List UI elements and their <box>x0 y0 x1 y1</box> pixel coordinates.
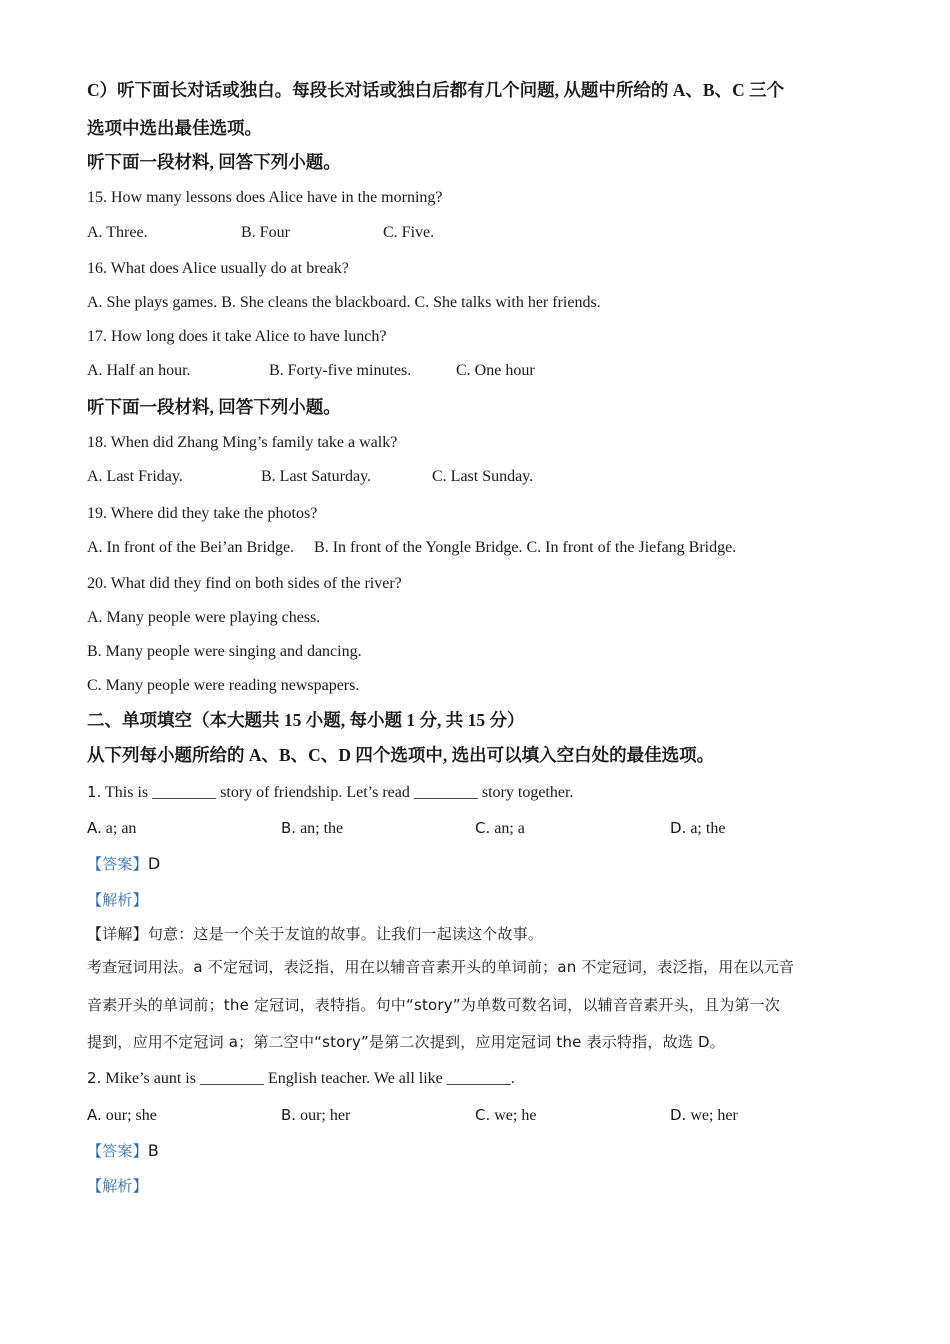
question-1-option-c-text: an; a <box>494 820 525 837</box>
question-1-analysis-label: 【解析】 <box>87 891 148 909</box>
question-15: 15. How many lessons does Alice have in the morning? <box>87 189 443 206</box>
section-c-instruction-line2: 选项中选出最佳选项。 <box>87 118 262 138</box>
question-2-option-b-letter: B. <box>281 1106 297 1124</box>
question-15-option-b: B. Four <box>241 224 290 241</box>
question-1-option-b-letter: B. <box>281 819 297 837</box>
question-18: 18. When did Zhang Ming’s family take a walk? <box>87 434 398 451</box>
detail-text: 句意：这是一个关于友谊的故事。让我们一起读这个故事。 <box>147 925 544 943</box>
question-2-option-a-text: our; she <box>105 1107 157 1124</box>
question-2 <box>87 1068 515 1089</box>
question-1-option-d-text: a; the <box>690 820 726 837</box>
question-1-text: This is ________ story of friendship. Let’s read ________ story together. <box>105 784 574 801</box>
question-1-option-b-text: an; the <box>300 820 344 837</box>
section-c-instruction-line1: C）听下面长对话或独白。每段长对话或独白后都有几个问题, 从题中所给的 A、B、C 三个 <box>87 80 785 100</box>
question-19-options: A. In front of the Bei’an Bridge. B. In front of the Yongle Bridge. C. In front of the Jiefang Bridge. <box>87 539 737 556</box>
question-1-option-d-letter: D. <box>670 819 687 837</box>
question-1-explanation-line2: 音素开头的单词前；the 定冠词，表特指。句中“story”为单数可数名词，以辅音音素开头，且为第一次 <box>87 996 781 1014</box>
question-15-option-c: C. Five. <box>383 224 435 241</box>
answer-value: D <box>147 854 161 873</box>
question-20-option-b: B. Many people were singing and dancing. <box>87 643 362 660</box>
question-20-option-c: C. Many people were reading newspapers. <box>87 677 360 694</box>
question-2-option-a-letter: A. <box>87 1106 102 1124</box>
question-17-option-a: A. Half an hour. <box>87 362 191 379</box>
section-2-instruction: 从下列每小题所给的 A、B、C、D 四个选项中, 选出可以填入空白处的最佳选项。 <box>87 745 715 765</box>
passage-b-header: 听下面一段材料, 回答下列小题。 <box>87 397 341 417</box>
question-1-explanation-line1: 考查冠词用法。a 不定冠词，表泛指，用在以辅音音素开头的单词前；an 不定冠词，表泛指，用在以元音 <box>87 958 795 976</box>
question-1-option-d <box>670 818 725 839</box>
question-2-option-b-text: our; her <box>300 1107 351 1124</box>
detail-label: 【详解】 <box>87 925 148 943</box>
question-2-text: Mike’s aunt is ________ English teacher. We all like ________. <box>105 1070 515 1087</box>
question-2-option-d <box>670 1105 738 1126</box>
question-2-option-c-letter: C. <box>475 1106 491 1124</box>
answer-label: 【答案】 <box>87 1142 148 1160</box>
section-2-title: 二、单项填空（本大题共 15 小题, 每小题 1 分, 共 15 分） <box>87 710 525 730</box>
question-1-option-c <box>475 818 525 839</box>
question-2-option-d-text: we; her <box>690 1107 738 1124</box>
question-1-number: 1. <box>87 783 102 801</box>
question-15-option-a: A. Three. <box>87 224 148 241</box>
question-1-option-a-letter: A. <box>87 819 102 837</box>
question-1 <box>87 782 573 803</box>
question-1-option-a-text: a; an <box>105 820 137 837</box>
question-19: 19. Where did they take the photos? <box>87 505 318 522</box>
question-17-option-c: C. One hour <box>456 362 535 379</box>
question-18-option-a: A. Last Friday. <box>87 468 183 485</box>
question-1-detail <box>87 924 543 945</box>
question-18-option-c: C. Last Sunday. <box>432 468 534 485</box>
question-2-option-c <box>475 1105 536 1126</box>
question-2-option-c-text: we; he <box>494 1107 537 1124</box>
passage-a-header: 听下面一段材料, 回答下列小题。 <box>87 152 341 172</box>
question-1-option-a <box>87 818 136 839</box>
answer-value: B <box>147 1141 159 1160</box>
question-16-options: A. She plays games. B. She cleans the blackboard. C. She talks with her friends. <box>87 294 601 311</box>
question-1-option-c-letter: C. <box>475 819 491 837</box>
question-1-option-b <box>281 818 343 839</box>
question-1-answer <box>87 854 160 875</box>
question-17: 17. How long does it take Alice to have lunch? <box>87 328 387 345</box>
question-16: 16. What does Alice usually do at break? <box>87 260 349 277</box>
question-17-option-b: B. Forty-five minutes. <box>269 362 412 379</box>
question-2-analysis-label: 【解析】 <box>87 1177 148 1195</box>
question-2-option-d-letter: D. <box>670 1106 687 1124</box>
answer-label: 【答案】 <box>87 855 148 873</box>
question-2-answer <box>87 1141 159 1162</box>
question-2-option-a <box>87 1105 157 1126</box>
question-20-option-a: A. Many people were playing chess. <box>87 609 321 626</box>
question-20: 20. What did they find on both sides of the river? <box>87 575 402 592</box>
question-1-explanation-line3: 提到，应用不定冠词 a；第二空中“story”是第二次提到，应用定冠词 the 表示特指，故选 D。 <box>87 1033 725 1051</box>
question-18-option-b: B. Last Saturday. <box>261 468 372 485</box>
question-2-number: 2. <box>87 1069 102 1087</box>
question-2-option-b <box>281 1105 350 1126</box>
